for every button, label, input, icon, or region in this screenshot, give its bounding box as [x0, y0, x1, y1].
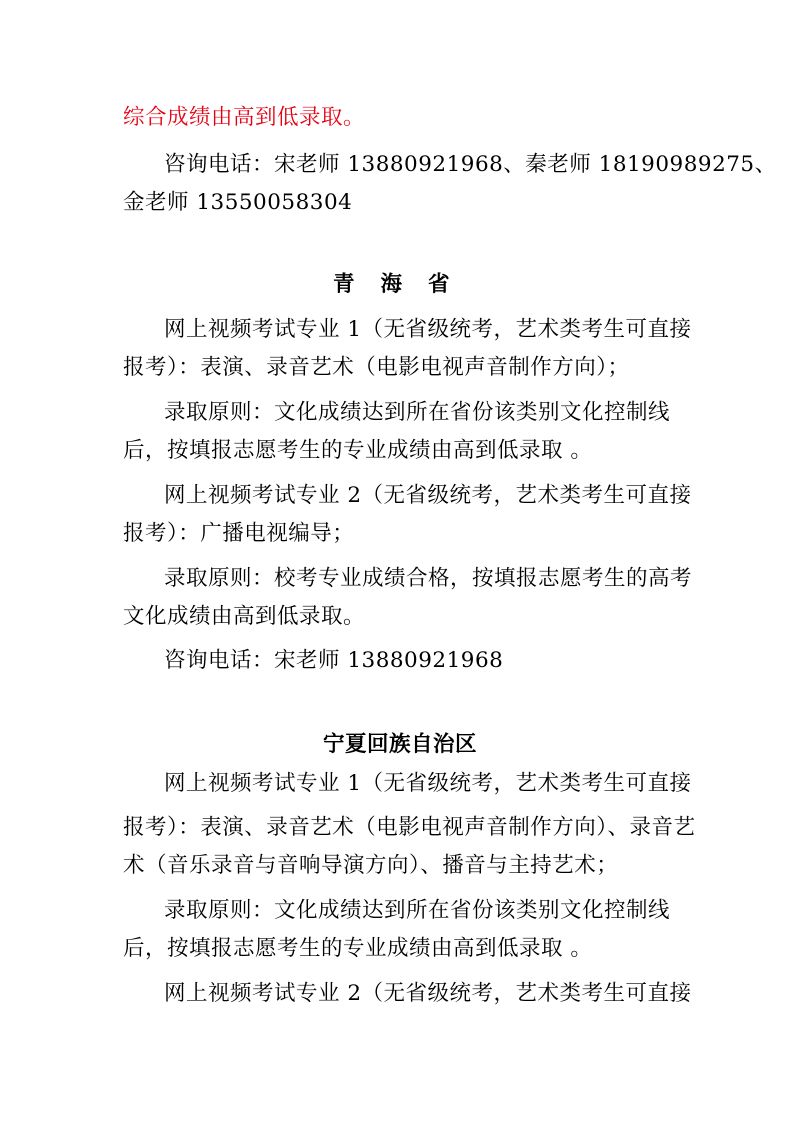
qinghai-major1-line2: 报考）：表演、录音艺术（电影电视声音制作方向）； — [123, 355, 630, 380]
admission-note-line: 综合成绩由高到低录取。 — [123, 105, 366, 130]
qinghai-principle1-line2: 后，按填报志愿考生的专业成绩由高到低录取 。 — [123, 438, 593, 463]
ningxia-principle1-line1: 录取原则：文化成绩达到所在省份该类别文化控制线 — [164, 898, 671, 923]
qinghai-principle1-line1: 录取原则：文化成绩达到所在省份该类别文化控制线 — [164, 400, 671, 425]
ningxia-major1-line3: 术（音乐录音与音响导演方向）、播音与主持艺术； — [123, 853, 619, 878]
qinghai-major1-line1: 网上视频考试专业 1（无省级统考，艺术类考生可直接 — [164, 317, 692, 342]
contact-phone-line-continued: 金老师 13550058304 — [123, 190, 353, 215]
ningxia-major1-line1: 网上视频考试专业 1（无省级统考，艺术类考生可直接 — [164, 771, 692, 796]
section-heading-qinghai: 青海省 — [333, 272, 476, 297]
qinghai-major2-line2: 报考）：广播电视编导； — [123, 521, 355, 546]
qinghai-major2-line1: 网上视频考试专业 2（无省级统考，艺术类考生可直接 — [164, 483, 692, 508]
ningxia-major2-line1: 网上视频考试专业 2（无省级统考，艺术类考生可直接 — [164, 981, 692, 1006]
qinghai-principle2-line1: 录取原则：校考专业成绩合格，按填报志愿考生的高考 — [164, 566, 693, 591]
qinghai-principle2-line2: 文化成绩由高到低录取。 — [123, 604, 366, 629]
section-heading-ningxia: 宁夏回族自治区 — [323, 732, 478, 757]
ningxia-principle1-line2: 后，按填报志愿考生的专业成绩由高到低录取 。 — [123, 936, 593, 961]
ningxia-major1-line2: 报考）：表演、录音艺术（电影电视声音制作方向）、录音艺 — [123, 815, 696, 840]
qinghai-contact-line: 咨询电话：宋老师 13880921968 — [164, 648, 504, 673]
contact-phone-line: 咨询电话：宋老师 13880921968、秦老师 18190989275、 — [164, 152, 777, 177]
